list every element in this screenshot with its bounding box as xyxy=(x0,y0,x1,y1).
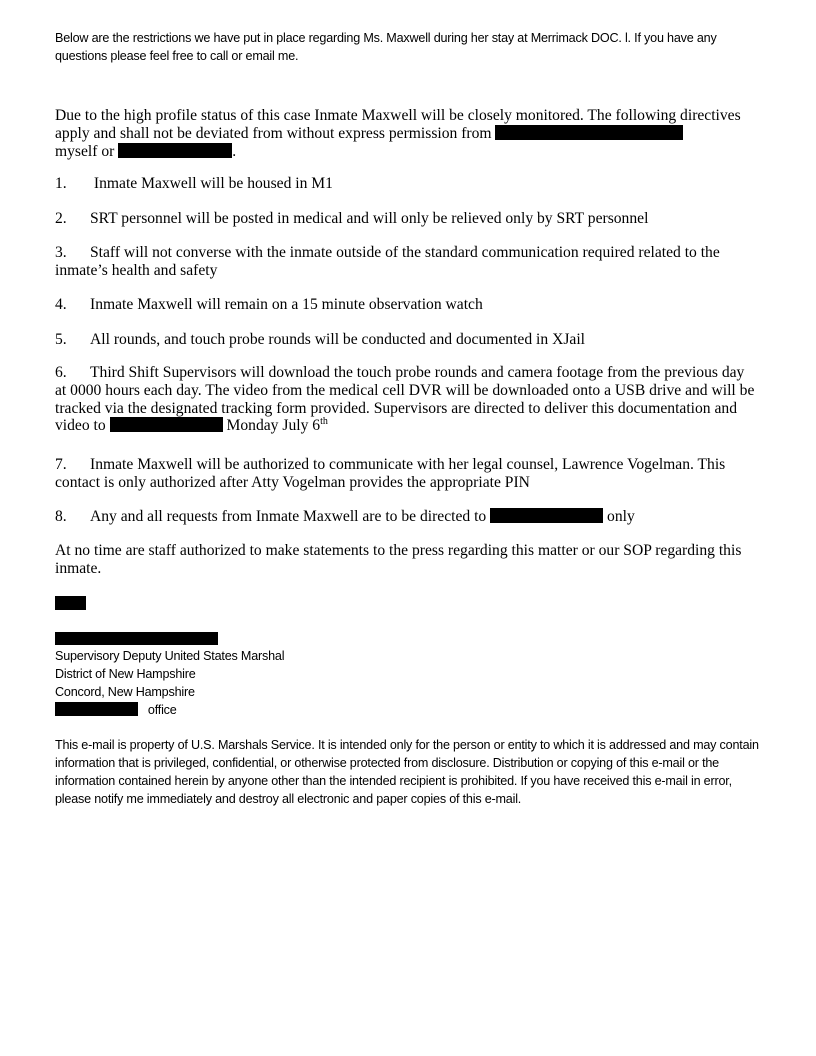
phone-label: office xyxy=(147,703,177,717)
item-2 xyxy=(55,210,765,228)
redaction xyxy=(55,702,138,716)
period: . xyxy=(232,142,237,160)
signature-city: Concord, New Hampshire xyxy=(55,685,195,699)
item-number: 7. xyxy=(55,456,67,473)
redaction xyxy=(118,143,232,158)
memo-opening xyxy=(55,107,767,160)
item-3 xyxy=(55,244,755,280)
item-6 xyxy=(55,364,755,435)
item-7 xyxy=(55,456,755,492)
redaction xyxy=(490,508,603,523)
item-number: 5. xyxy=(55,331,67,348)
item-number: 6. xyxy=(55,364,67,381)
intro-text: Below are the restrictions we have put in place regarding Ms. Maxwell during her stay at Merrimack DOC. l. If you have any questions please feel free to call or email me. xyxy=(55,31,717,63)
item-number: 1. xyxy=(55,175,67,192)
item-number: 8. xyxy=(55,508,67,525)
opening-text-2: myself or xyxy=(55,142,115,160)
item-suffix: only xyxy=(607,508,635,525)
item-text: SRT personnel will be posted in medical and will only be relieved only by SRT personnel xyxy=(90,210,649,227)
closing-text: At no time are staff authorized to make statements to the press regarding this matter or our SOP regarding this inmate. xyxy=(55,542,742,577)
redaction xyxy=(110,417,223,432)
disclaimer: This e-mail is property of U.S. Marshals Service. It is intended only for the person or entity to which it is addressed and may contain information that is privileged, confidential, or otherwise protected from disclosure. Distribution or copying of this e-mail or the information contained herein by anyone other than the intended recipient is prohibited. If you have received this e-mail in error, please notify me immediately and destroy all electronic and paper copies of this e-mail. xyxy=(55,738,759,806)
item-number: 4. xyxy=(55,296,67,313)
item-text: Third Shift Supervisors will download the touch probe rounds and camera footage from the previous day at 0000 hours each day. The video from the medical cell DVR will be downloaded onto a USB drive and will be tracked via the designated tracking form provided. Supervisors are directed to deliver this documentation and video to xyxy=(55,364,755,435)
signature-title: Supervisory Deputy United States Marshal xyxy=(55,649,285,663)
item-number: 3. xyxy=(55,244,67,261)
item-text: Any and all requests from Inmate Maxwell are to be directed to xyxy=(90,508,487,525)
opening-text: Due to the high profile status of this case Inmate Maxwell will be closely monitored. The following directives apply and shall not be deviated from without express permission from xyxy=(55,107,741,142)
redaction xyxy=(55,632,218,645)
item-5 xyxy=(55,331,765,349)
ordinal-suffix: th xyxy=(320,416,328,428)
item-number: 2. xyxy=(55,210,67,227)
item-8 xyxy=(55,508,765,526)
signature-block xyxy=(55,647,765,719)
item-text: Inmate Maxwell will be authorized to communicate with her legal counsel, Lawrence Vogelman. This contact is only authorized after Atty Vogelman provides the appropriate PIN xyxy=(55,456,726,491)
item-4 xyxy=(55,296,765,314)
item-date: Monday July 6 xyxy=(226,417,321,435)
redaction xyxy=(55,596,86,610)
item-text: Inmate Maxwell will be housed in M1 xyxy=(90,175,333,192)
item-1 xyxy=(55,175,765,193)
item-text: All rounds, and touch probe rounds will be conducted and documented in XJail xyxy=(90,331,585,348)
signature-district: District of New Hampshire xyxy=(55,667,196,681)
item-text: Inmate Maxwell will remain on a 15 minute observation watch xyxy=(90,296,483,313)
redaction xyxy=(495,125,683,140)
item-text: Staff will not converse with the inmate outside of the standard communication required related to the inmate’s health and safety xyxy=(55,244,720,279)
